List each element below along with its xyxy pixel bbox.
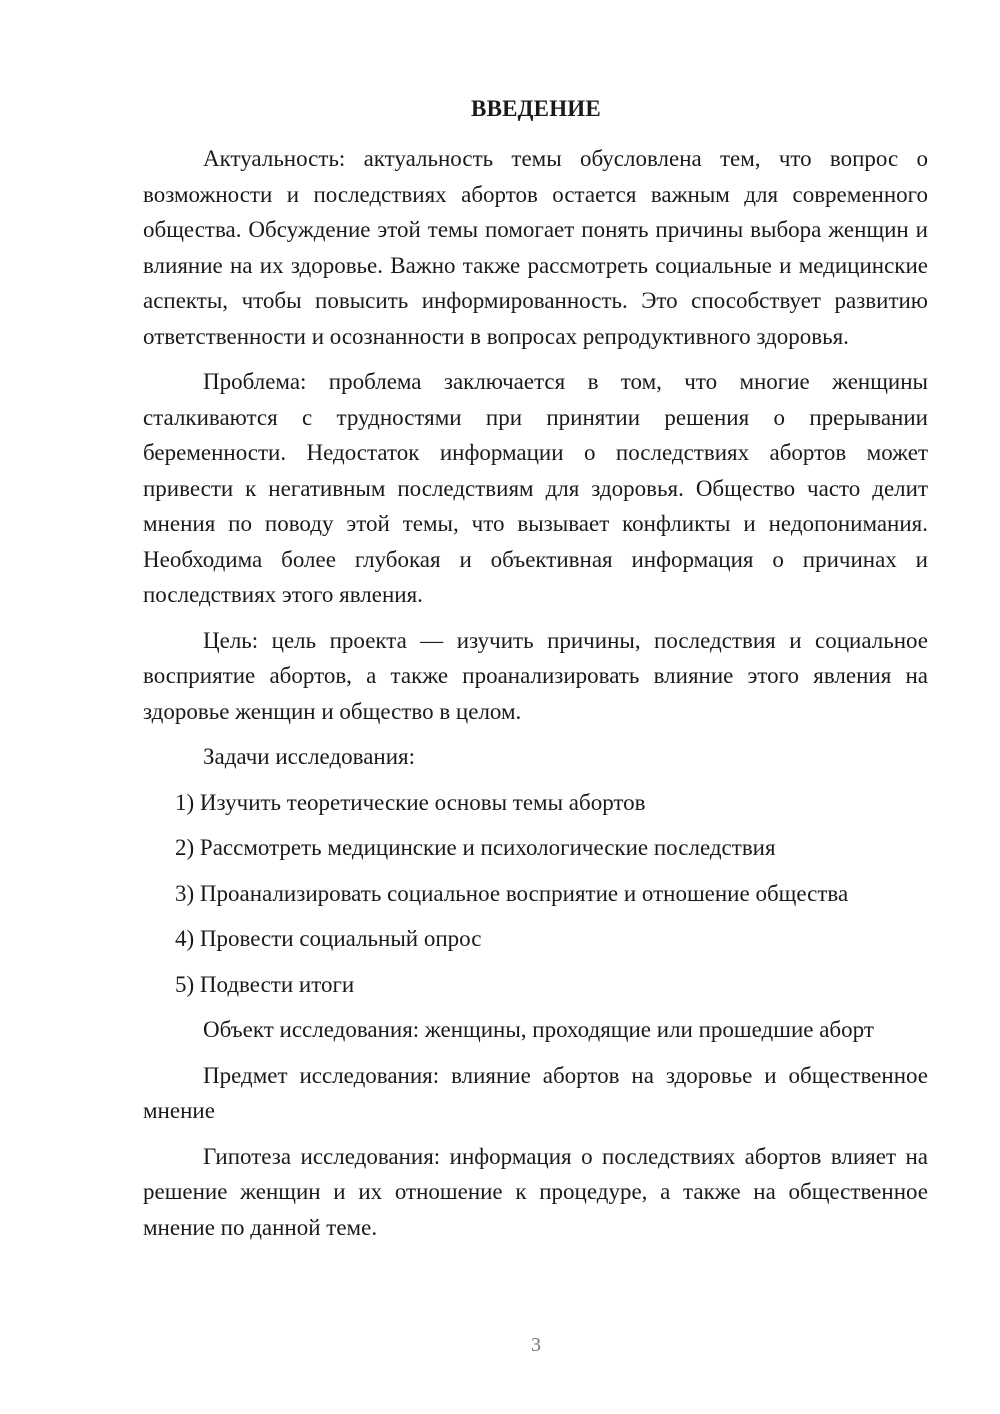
paragraph-relevance: Актуальность: актуальность темы обусловлена тем, что вопрос о возможности и последствиях абортов остается важным для современного общества. Обсуждение этой темы помогает понять причины выбора женщин и влияние на их здоровье. Важно также рассмотреть социальные и медицинские аспекты, чтобы повысить информированность. Это способствует развитию ответственности и осознанности в вопросах репродуктивного здоровья. bbox=[143, 146, 928, 349]
paragraph-object: Объект исследования: женщины, проходящие или прошедшие аборт bbox=[203, 1017, 874, 1042]
task-item: 4) Провести социальный опрос bbox=[175, 926, 482, 951]
tasks-list bbox=[143, 785, 928, 1003]
task-item: 3) Проанализировать социальное восприятие и отношение общества bbox=[175, 880, 849, 906]
page-title: ВВЕДЕНИЕ bbox=[471, 96, 601, 121]
page-number: 3 bbox=[531, 1334, 541, 1356]
tasks-heading: Задачи исследования: bbox=[203, 744, 416, 769]
paragraph-hypothesis: Гипотеза исследования: информация о последствиях абортов влияет на решение женщин и их отношение к процедуре, а также на общественное мнение по данной теме. bbox=[143, 1143, 928, 1240]
paragraph-problem: Проблема: проблема заключается в том, что многие женщины сталкиваются с трудностями при принятии решения о прерывании беременности. Недостаток информации о последствиях абортов может привести к негативным последствиям для здоровья. Общество часто делит мнения по поводу этой темы, что вызывает конфликты и недопонимания. Необходима более глубокая и объективная информация о причинах и последствиях этого явления. bbox=[143, 369, 928, 607]
document-body bbox=[143, 141, 928, 1255]
task-item: 2) Рассмотреть медицинские и психологические последствия bbox=[175, 835, 776, 860]
paragraph-subject: Предмет исследования: влияние абортов на здоровье и общественное мнение bbox=[143, 1062, 928, 1123]
paragraph-goal: Цель: цель проекта — изучить причины, последствия и социальное восприятие абортов, а также проанализировать влияние этого явления на здоровье женщин и общество в целом. bbox=[143, 627, 928, 724]
task-item: 1) Изучить теоретические основы темы абортов bbox=[175, 789, 646, 815]
task-item: 5) Подвести итоги bbox=[175, 971, 355, 997]
